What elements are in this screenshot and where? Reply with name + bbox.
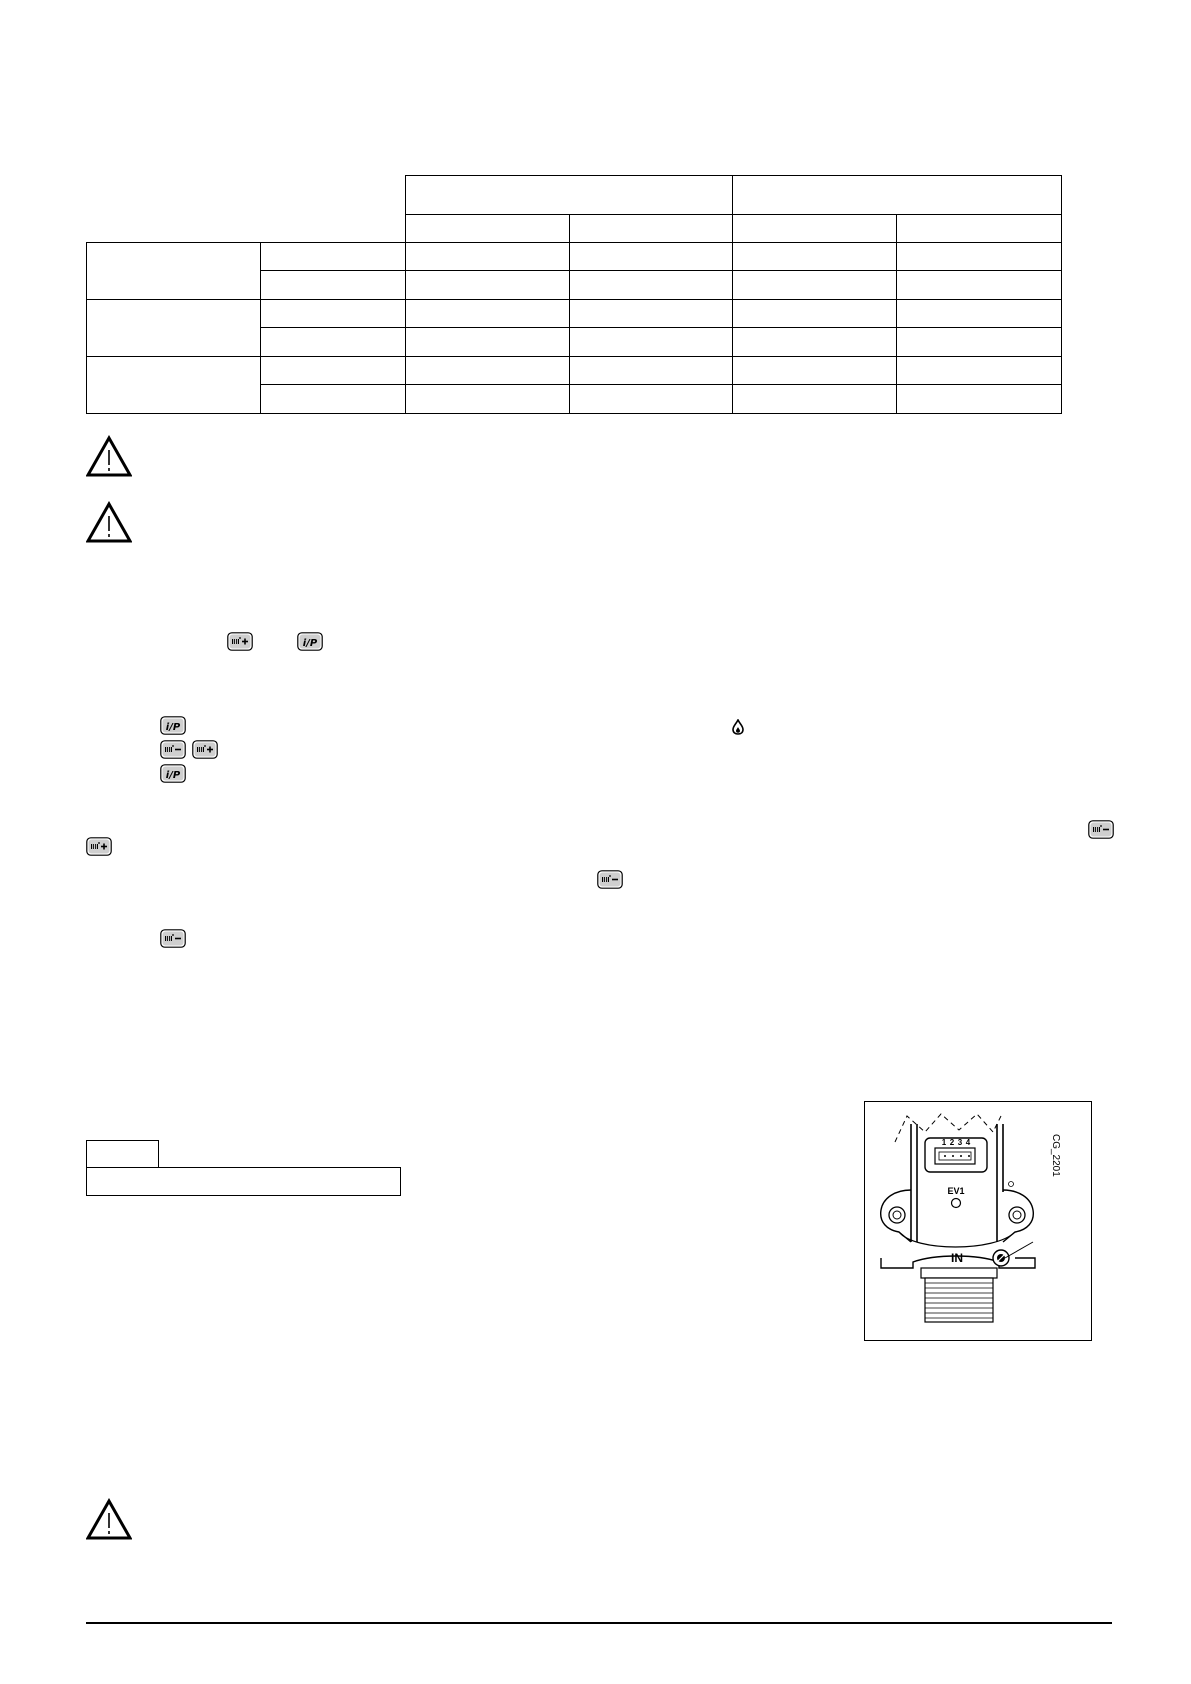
heating-minus-key-icon [160, 929, 186, 948]
table-row-label [260, 242, 406, 271]
pin-label: 1 [941, 1138, 947, 1147]
table-row-group-label [86, 299, 261, 357]
pin-label: 4 [965, 1138, 971, 1147]
table-cell [569, 270, 733, 300]
table-cell [896, 384, 1062, 414]
heating-minus-key-icon [597, 870, 623, 889]
table-cell [569, 242, 733, 271]
flame-icon [732, 719, 744, 735]
info-p-key-icon [160, 716, 186, 735]
info-p-key-icon [297, 632, 323, 651]
figure-code: CG_2201 [1050, 1134, 1061, 1177]
wide-label-box [86, 1167, 401, 1196]
table-cell [405, 299, 570, 328]
table-header-group-1 [405, 175, 733, 215]
table-cell [732, 327, 897, 357]
footer-divider [86, 1622, 1112, 1624]
table-subheader [569, 214, 733, 243]
table-cell [405, 327, 570, 357]
table-cell [896, 242, 1062, 271]
table-cell [896, 270, 1062, 300]
table-row-label [260, 356, 406, 385]
warning-triangle-icon [86, 501, 132, 543]
pin-label: 3 [957, 1138, 963, 1147]
table-cell [569, 356, 733, 385]
svg-text:i/P: i/P [302, 638, 318, 649]
table-row-group-label [86, 356, 261, 414]
table-cell [405, 384, 570, 414]
warning-triangle-icon [86, 435, 132, 477]
table-subheader [405, 214, 570, 243]
svg-text:i/P: i/P [165, 722, 181, 733]
table-cell [896, 327, 1062, 357]
inlet-label: IN [951, 1251, 963, 1265]
table-row-label [260, 384, 406, 414]
table-cell [569, 327, 733, 357]
table-cell [405, 242, 570, 271]
pin-label: 2 [949, 1138, 955, 1147]
table-cell [405, 270, 570, 300]
table-header-group-2 [732, 175, 1062, 215]
table-cell [732, 356, 897, 385]
table-row-label [260, 270, 406, 300]
table-row-label [260, 299, 406, 328]
table-row-label [260, 327, 406, 357]
table-cell [569, 299, 733, 328]
table-cell [732, 384, 897, 414]
table-cell [732, 242, 897, 271]
table-cell [405, 356, 570, 385]
table-cell [732, 270, 897, 300]
svg-text:i/P: i/P [165, 770, 181, 781]
small-label-box [86, 1140, 159, 1168]
table-cell [569, 384, 733, 414]
table-subheader [732, 214, 897, 243]
table-cell [896, 356, 1062, 385]
table-cell [896, 299, 1062, 328]
warning-triangle-icon [86, 1498, 132, 1540]
info-p-key-icon [160, 764, 186, 783]
gas-data-table [86, 175, 1062, 414]
heating-plus-key-icon [192, 740, 218, 759]
heating-plus-key-icon [86, 837, 112, 856]
heating-minus-key-icon [1088, 820, 1114, 839]
heating-minus-key-icon [160, 740, 186, 759]
table-row-group-label [86, 242, 261, 300]
heating-plus-key-icon [227, 632, 253, 651]
gas-valve-figure [864, 1101, 1092, 1341]
table-subheader [896, 214, 1062, 243]
valve-label: EV1 [947, 1186, 965, 1196]
table-cell [732, 299, 897, 328]
